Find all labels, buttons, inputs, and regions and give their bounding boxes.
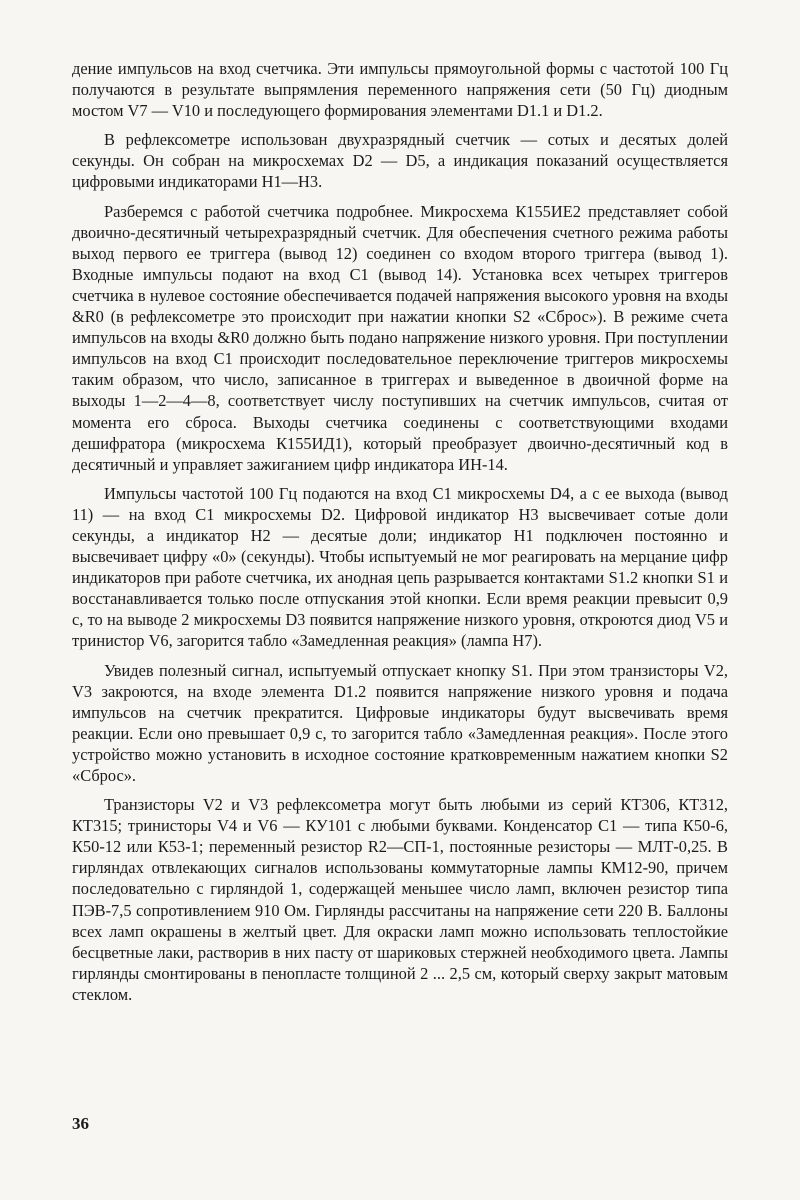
paragraph-1: дение импульсов на вход счетчика. Эти импульсы прямоугольной формы с частотой 100 Гц получаются в результате выпрямления переменного напряжения сети (50 Гц) диодным мостом V7 — V10 и последующего формирования элементами D1.1 и D1.2. [72,59,728,121]
paragraph-2: В рефлексометре использован двухразрядный счетчик — сотых и десятых долей секунды. Он собран на микросхемах D2 — D5, а индикация показаний осуществляется цифровыми индикаторами Н1—Н3. [72,130,728,192]
paragraph-3: Разберемся с работой счетчика подробнее. Микросхема К155ИЕ2 представляет собой двоично-десятичный четырехразрядный счетчик. Для обеспечения счетного режима работы выход первого ее триггера (вывод 12) соединен со входом второго триггера (вывод 1). Входные импульсы подают на вход С1 (вывод 14). Установка всех четырех триггеров счетчика в нулевое состояние обеспечивается подачей напряжения высокого уровня на входы &R0 (в рефлексометре это происходит при нажатии кнопки S2 «Сброс»). В режиме счета импульсов на входы &R0 должно быть подано напряжение низкого уровня. При поступлении импульсов на вход С1 происходит последовательное переключение триггеров микросхемы таким образом, что число, записанное в триггерах и выведенное в двоичной форме на выходы 1—2—4—8, соответствует числу поступивших на счетчик импульсов, считая от момента его сброса. Выходы счетчика соединены с соответствующими входами дешифратора (микросхема К155ИД1), который преобразует двоично-десятичный код в десятичный и управляет зажиганием цифр индикатора ИН-14. [72,201,728,474]
page-body [72,58,728,1013]
paragraph-6: Транзисторы V2 и V3 рефлексометра могут быть любыми из серий КТ306, КТ312, КТ315; тринисторы V4 и V6 — КУ101 с любыми буквами. Конденсатор С1 — типа К50-6, К50-12 или К53-1; переменный резистор R2—СП-1, постоянные резисторы — МЛТ-0,25. В гирляндах отвлекающих сигналов использованы коммутаторные лампы КМ12-90, причем последовательно с гирляндой 1, содержащей меньшее число ламп, включен резистор типа ПЭВ-7,5 сопротивлением 910 Ом. Гирлянды рассчитаны на напряжение сети 220 В. Баллоны всех ламп окрашены в желтый цвет. Для окраски ламп можно использовать теплостойкие бесцветные лаки, растворив в них пасту от шариковых стержней необходимого цвета. Лампы гирлянды смонтированы в пенопласте толщиной 2 ... 2,5 см, который сверху закрыт матовым стеклом. [72,795,728,1004]
paragraph-5: Увидев полезный сигнал, испытуемый отпускает кнопку S1. При этом транзисторы V2, V3 закроются, на входе элемента D1.2 появится напряжение низкого уровня и подача импульсов на счетчик прекратится. Цифровые индикаторы будут высвечивать время реакции. Если оно превышает 0,9 с, то загорится табло «Замедленная реакция». После этого устройство можно установить в исходное состояние кратковременным нажатием кнопки S2 «Сброс». [72,660,728,785]
paragraph-4: Импульсы частотой 100 Гц подаются на вход С1 микросхемы D4, а с ее выхода (вывод 11) — на вход С1 микросхемы D2. Цифровой индикатор Н3 высвечивает сотые доли секунды, а индикатор Н2 — десятые доли; индикатор Н1 подключен постоянно и высвечивает цифру «0» (секунды). Чтобы испытуемый не мог реагировать на мерцание цифр индикаторов при работе счетчика, их анодная цепь разрывается контактами S1.2 кнопки S1 и восстанавливается только после отпускания этой кнопки. Если время реакции превысит 0,9 с, то на выводе 2 микросхемы D3 появится напряжение низкого уровня, откроются диод V5 и тринистор V6, загорится табло «Замедленная реакция» (лампа Н7). [72,483,728,651]
page-number: 36 [72,1114,89,1133]
